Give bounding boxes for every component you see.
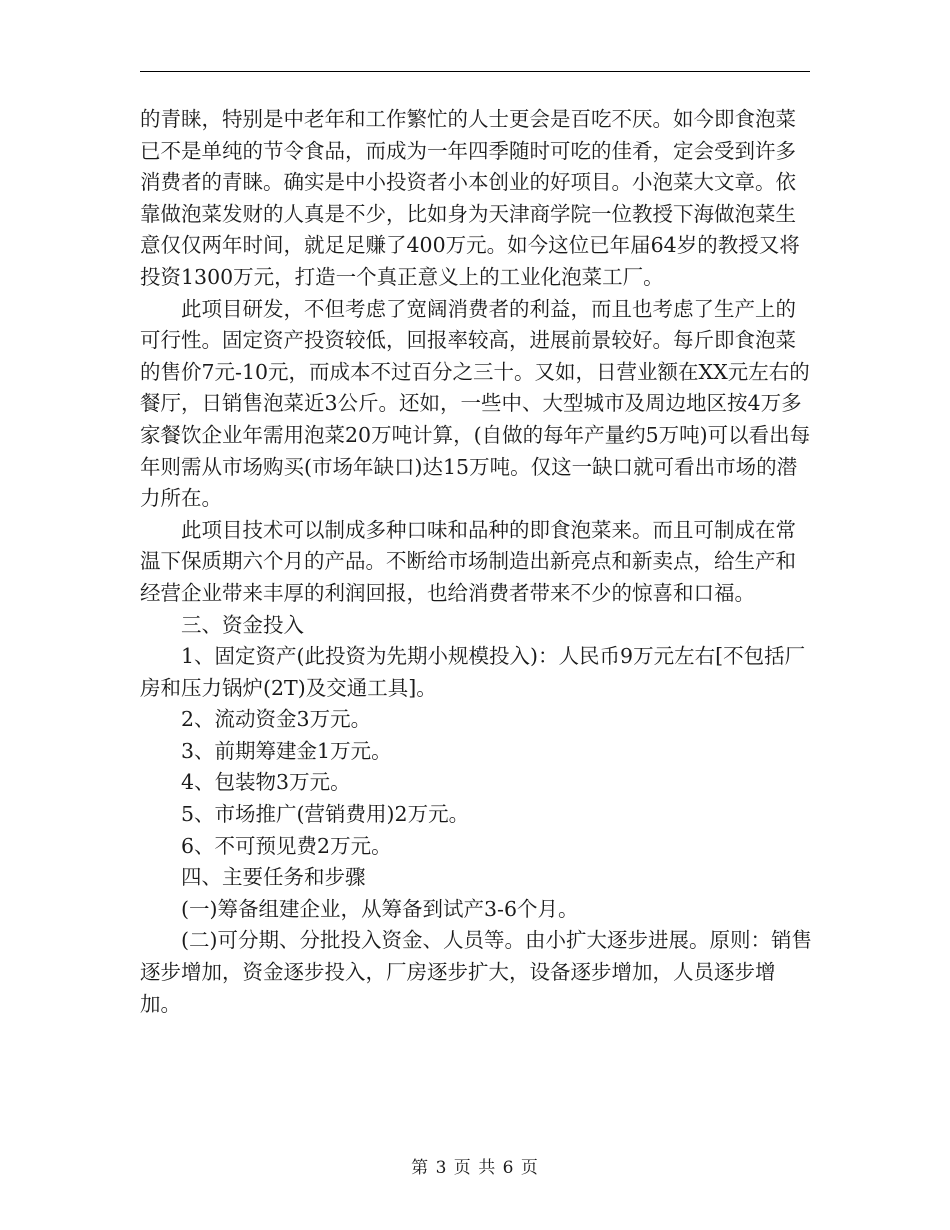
paragraph-technology: 此项目技术可以制成多种口味和品种的即食泡菜来。而且可制成在常温下保质期六个月的产品。不断给市场制造出新亮点和新卖点，给生产和经营企业带来丰厚的利润回报，也给消费者带来不少的惊喜和口福。 [140,517,796,605]
task-item-2: (二)可分期、分批投入资金、人员等。由小扩大逐步进展。原则：销售逐步增加，资金逐步投入，厂房逐步扩大，设备逐步增加，人员逐步增加。 [140,928,812,1016]
paragraph-intro: 的青睐，特别是中老年和工作繁忙的人士更会是百吃不厌。如今即食泡菜已不是单纯的节令食品，而成为一年四季随时可吃的佳肴，定会受到许多消费者的青睐。确实是中小投资者小本创业的好项目。小泡菜大文章。依靠做泡菜发财的人真是不少，比如身为天津商学院一位教授下海做泡菜生意仅仅两年时间，就足足赚了400万元。如今这位已年届64岁的教授又将投资1300万元，打造一个真正意义上的工业化泡菜工厂。 [140,107,800,289]
list-item-contingency: 6、不可预见费2万元。 [181,833,392,858]
document-body [140,104,812,1020]
section-heading-tasks: 四、主要任务和步骤 [181,865,366,890]
paragraph-feasibility: 此项目研发，不但考虑了宽阔消费者的利益，而且也考虑了生产上的可行性。固定资产投资较低，回报率较高，进展前景较好。每斤即食泡菜的售价7元-10元，而成本不过百分之三十。又如，日营业额在XX元左右的餐厅，日销售泡菜近3公斤。还如，一些中、大型城市及周边地区按4万多家餐饮企业年需用泡菜20万吨计算，(自做的每年产量约5万吨)可以看出每年则需从市场购买(市场年缺口)达15万吨。仅这一缺口就可看出市场的潜力所在。 [140,296,811,511]
section-heading-funding: 三、资金投入 [181,612,304,637]
list-item-packaging: 4、包装物3万元。 [181,770,351,795]
page-number: 第 3 页 共 6 页 [411,1158,539,1178]
list-item-working-capital: 2、流动资金3万元。 [181,707,372,732]
header-rule [140,71,810,72]
list-item-preparation-fund: 3、前期筹建金1万元。 [181,738,392,763]
list-item-fixed-assets: 1、固定资产(此投资为先期小规模投入)：人民币9万元左右[不包括厂房和压力锅炉(2T)及交通工具]。 [140,644,806,700]
task-item-1: (一)筹备组建企业，从筹备到试产3-6个月。 [181,896,579,921]
list-item-marketing: 5、市场推广(营销费用)2万元。 [181,802,470,827]
